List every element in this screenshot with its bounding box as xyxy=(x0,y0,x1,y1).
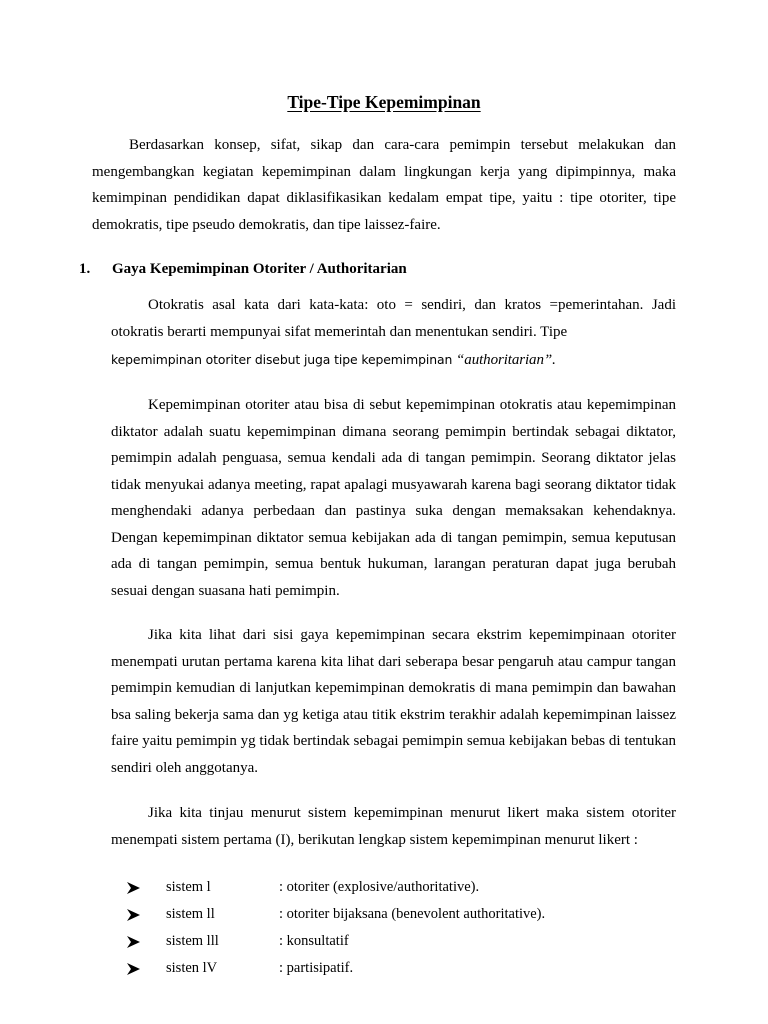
system-term: sistem ll xyxy=(166,906,215,922)
section-number: 1. xyxy=(79,261,91,277)
definition-tail-line xyxy=(111,352,556,367)
system-term: sistem lll xyxy=(166,933,219,949)
page-title: Tipe-Tipe Kepemimpinan xyxy=(287,92,481,112)
definition-text: Otokratis asal kata dari kata-kata: oto = sendiri, dan kratos =pemerintahan. Jadi otokratis berarti mempunyai sifat memerintah dan menentukan sendiri. Tipe xyxy=(111,297,676,340)
arrowhead-bullet-icon xyxy=(126,882,140,894)
intro-paragraph: Berdasarkan konsep, sifat, sikap dan cara-cara pemimpin tersebut melakukan dan mengembangkan kegiatan kepemimpinan dalam lingkungan kerja yang dipimpinnya, maka kemimpinan pendidikan dapat diklasifikasikan kedalam empat tipe, yaitu : tipe otoriter, tipe demokratis, tipe pseudo demokratis, dan tipe laissez-faire. xyxy=(92,137,676,233)
authoritarian-term: authoritarian xyxy=(464,352,544,368)
system-desc: : partisipatif. xyxy=(279,960,354,976)
extremes-paragraph: Jika kita lihat dari sisi gaya kepemimpinan secara ekstrim kepemimpinaan otoriter menempati urutan pertama karena kita lihat dari seberapa besar pengaruh atau campur tangan pemimpin kemudian di lanjutkan kepemimpinan demokratis di mana pemimpin dan bawahan bsa saling bekerja sama dan yg ketiga atau titik ekstrim terakhir adalah kepemimpinan laissez faire yaitu pemimpin yg tidak bertindak sebagai pemimpin semua kebijakan bebas di tentukan sendiri oleh anggotanya. xyxy=(111,627,676,776)
system-term: sistem l xyxy=(166,879,211,895)
close-quote: ”. xyxy=(543,352,556,368)
system-desc: : konsultatif xyxy=(279,933,349,949)
definition-tail-text: kepemimpinan otoriter disebut juga tipe kepemimpinan xyxy=(111,352,453,367)
arrowhead-bullet-icon xyxy=(126,936,140,948)
likert-paragraph: Jika kita tinjau menurut sistem kepemimpinan menurut likert maka sistem otoriter menempati sistem pertama (I), berikutan lengkap sistem kepemimpinan menurut likert : xyxy=(111,805,676,848)
system-desc: : otoriter (explosive/authoritative). xyxy=(279,879,480,895)
system-term: sisten lV xyxy=(166,960,218,976)
arrowhead-bullet-icon xyxy=(126,909,140,921)
system-desc: : otoriter bijaksana (benevolent authoritative). xyxy=(279,906,546,922)
definition-paragraph xyxy=(111,292,676,374)
section-heading-text: Gaya Kepemimpinan Otoriter / Authoritarian xyxy=(112,261,407,277)
arrowhead-bullet-icon xyxy=(126,963,140,975)
dictator-paragraph: Kepemimpinan otoriter atau bisa di sebut kepemimpinan otokratis atau kepemimpinan diktator adalah suatu kepemimpinan dimana seorang pemimpin bertindak sebagai diktator, pemimpin adalah penguasa, semua kendali ada di tangan pemimpin. Seorang diktator jelas tidak menyukai adanya meeting, rapat apalagi musyawarah karena bagi seorang diktator tidak menghendaki adanya perbedaan dan pastinya suka dengan memaksakan kehendaknya. Dengan kepemimpinan diktator semua kebijakan ada di tangan pemimpin, semua keputusan ada di tangan pemimpin, semua bentuk hukuman, larangan peraturan dapat juga berubah sesuai dengan suasana hati pemimpin. xyxy=(111,397,676,599)
section-heading xyxy=(79,261,407,278)
open-quote: “ xyxy=(456,352,465,368)
